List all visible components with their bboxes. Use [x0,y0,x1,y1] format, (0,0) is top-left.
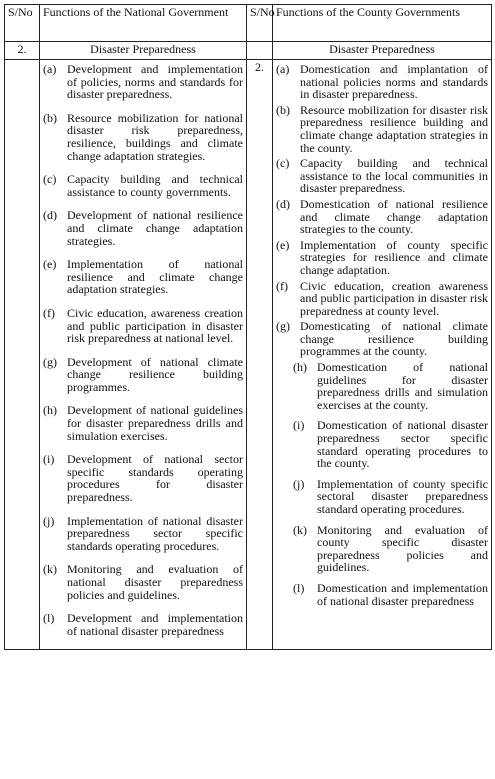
national-item-text: Development of national climate change resilience building programmes. [67,354,243,394]
county-item-label: (h) [293,360,307,375]
national-item-text: Civic education, awareness creation and public participation in disaster risk preparedness at national level. [67,305,243,346]
county-item-text: Domestication and implantation of national policies norms and standards in disaster preparedness. [300,62,488,102]
header-county-functions: Functions of the County Governments [273,5,492,42]
national-item [43,209,243,247]
national-item [43,563,243,601]
section-spacer [247,42,273,60]
section-number: 2. [5,42,40,60]
county-items-list [276,63,488,607]
county-item-label: (l) [293,580,305,595]
county-item [276,280,488,318]
national-item [43,453,243,503]
section-title-row [5,42,492,60]
county-item [276,582,488,607]
county-item-text: Domestication of national disaster preparedness sector specific standard operating procedures to the county. [317,418,488,471]
national-item-text: Resource mobilization for national disaster risk preparedness, resilience, buildings and climate change adaptation strategies. [67,110,243,163]
national-item [43,173,243,198]
county-item-label: (j) [293,476,305,491]
national-item-label: (h) [43,403,57,418]
national-item-label: (e) [43,257,57,272]
national-item-label: (a) [43,62,57,76]
county-item-text: Resource mobilization for disaster risk preparedness resilience building and climate change adaptation strategies in the county. [300,102,488,155]
national-item-label: (d) [43,208,57,223]
national-item-label: (l) [43,611,55,626]
county-item [276,419,488,469]
national-item-text: Development of national guidelines for disaster preparedness drills and simulation exercises. [67,403,243,443]
national-section-title: Disaster Preparedness [40,42,247,60]
national-item-label: (g) [43,354,57,369]
national-item [43,356,243,394]
county-item-label: (g) [276,319,290,334]
section-body-row [5,60,492,650]
county-item-text: Civic education, creation awareness and public participation in disaster risk preparedness at county level. [300,278,488,318]
national-item-text: Development of national resilience and climate change adaptation strategies. [67,208,243,248]
county-item-label: (a) [276,62,290,76]
county-item [276,361,488,411]
county-item-label: (k) [293,522,307,537]
national-items-list [43,63,243,637]
national-item-label: (f) [43,305,55,320]
county-item-label: (b) [276,102,290,117]
national-item-label: (k) [43,562,57,577]
county-items-cell [273,60,492,650]
county-item-text: Domestication and implementation of national disaster preparedness [317,580,488,608]
county-item-label: (f) [276,278,288,293]
county-item [276,157,488,195]
national-item-text: Monitoring and evaluation of national disaster preparedness policies and guidelines. [67,562,243,602]
national-item-text: Development and implementation of national disaster preparedness [67,611,243,638]
county-item-label: (d) [276,196,290,211]
county-item-text: Implementation of county specific sectoral disaster preparedness standard operating procedures. [317,476,488,516]
header-sno-2: S/No [247,5,273,42]
functions-table [4,4,492,650]
national-item-text: Implementation of national disaster preparedness sector specific standards operating procedures. [67,513,243,553]
county-item [276,198,488,236]
header-sno: S/No [5,5,40,42]
national-item-text: Implementation of national resilience and climate change adaptation strategies. [67,257,243,297]
header-row [5,5,492,42]
national-item-label: (c) [43,172,57,187]
national-item [43,612,243,637]
county-section-title: Disaster Preparedness [273,42,492,60]
county-item-label: (e) [276,237,290,252]
header-national-functions: Functions of the National Government [40,5,247,42]
national-item-label: (j) [43,513,55,528]
body-sno-cell [5,60,40,650]
county-item [276,478,488,516]
national-item [43,63,243,101]
county-item [276,239,488,277]
national-item [43,515,243,553]
county-item-label: (i) [293,418,305,433]
national-item-label: (b) [43,110,57,125]
county-item-text: Implementation of county specific strategies for resilience and climate change adaptation. [300,237,488,277]
county-item [276,63,488,101]
national-item-label: (i) [43,452,55,467]
national-item [43,258,243,296]
national-item [43,112,243,162]
county-item [276,524,488,574]
county-item [276,320,488,358]
county-item-text: Domestication of national guidelines for disaster preparedness drills and simulation exercises at the county. [317,360,488,412]
county-item-text: Monitoring and evaluation of county specific disaster preparedness policies and guidelines. [317,522,488,575]
national-item-text: Development and implementation of policies, norms and standards for disaster preparedness. [67,62,243,102]
county-item [276,104,488,154]
national-items-cell [40,60,247,650]
county-item-text: Domesticating of national climate change resilience building programmes at the county. [300,319,488,359]
national-item [43,307,243,345]
national-item-text: Development of national sector specific standards operating procedures for disaster preparedness. [67,452,243,505]
national-item-text: Capacity building and technical assistance to county governments. [67,172,243,199]
county-item-text: Domestication of national resilience and climate change adaptation strategies to the county. [300,196,488,237]
county-item-text: Capacity building and technical assistance to the local communities in disaster preparedness. [300,156,488,196]
county-section-number: 2. [247,60,273,650]
national-item [43,404,243,442]
county-item-label: (c) [276,156,290,171]
